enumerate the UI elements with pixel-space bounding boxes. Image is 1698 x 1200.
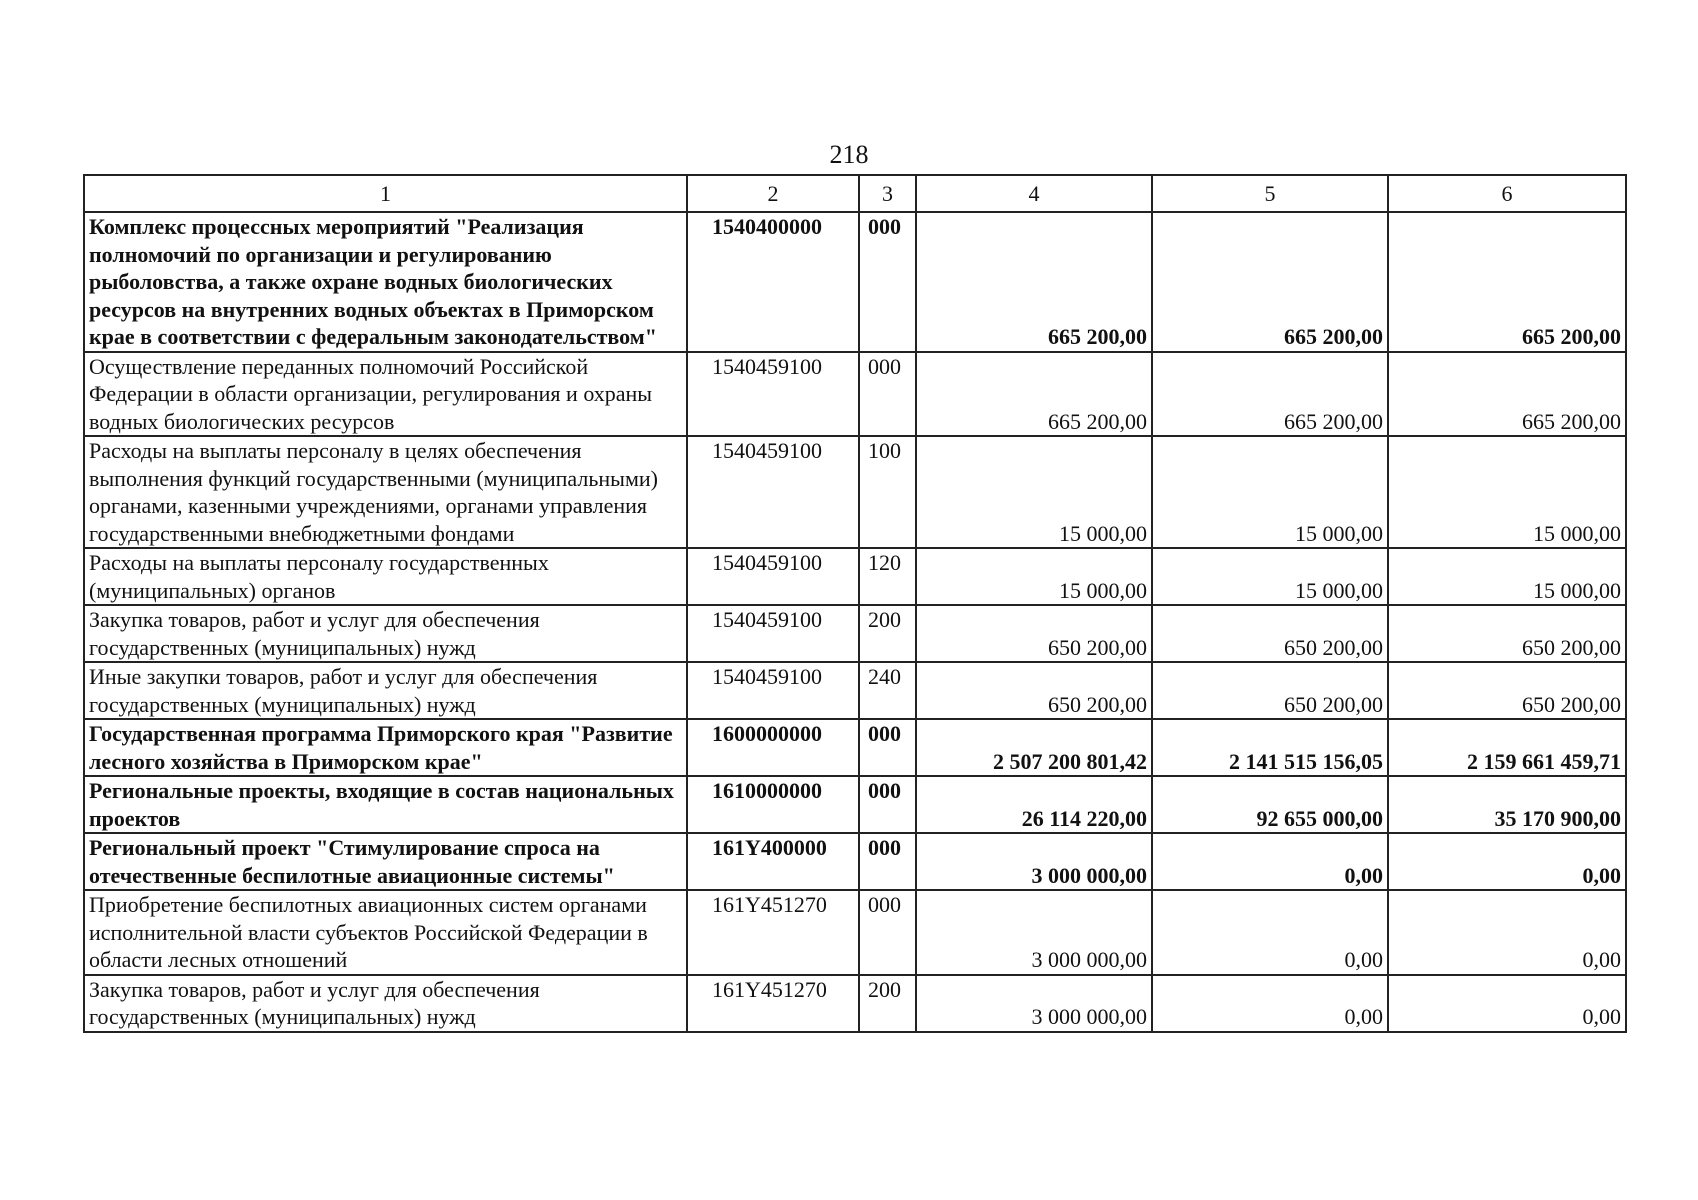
- cell-expense-type: 000: [859, 776, 916, 833]
- cell-name: Приобретение беспилотных авиационных систем органами исполнительной власти субъектов Российской Федерации в области лесных отношений: [84, 890, 687, 975]
- table-row: [84, 776, 1626, 833]
- cell-amount-col5: 650 200,00: [1152, 605, 1388, 662]
- cell-amount-col6: 665 200,00: [1388, 212, 1626, 352]
- cell-name: Закупка товаров, работ и услуг для обеспечения государственных (муниципальных) нужд: [84, 975, 687, 1032]
- cell-expense-type: 000: [859, 833, 916, 890]
- cell-amount-col5: 15 000,00: [1152, 436, 1388, 548]
- cell-name: Региональный проект "Стимулирование спроса на отечественные беспилотные авиационные системы": [84, 833, 687, 890]
- cell-code: 1540459100: [687, 605, 859, 662]
- table-row: [84, 833, 1626, 890]
- table-row: [84, 352, 1626, 437]
- cell-amount-col6: 15 000,00: [1388, 548, 1626, 605]
- cell-code: 1540459100: [687, 548, 859, 605]
- cell-amount-col5: 2 141 515 156,05: [1152, 719, 1388, 776]
- cell-expense-type: 000: [859, 890, 916, 975]
- header-col-4: 4: [916, 175, 1152, 212]
- cell-code: 1610000000: [687, 776, 859, 833]
- cell-amount-col6: 0,00: [1388, 833, 1626, 890]
- page-number: 218: [829, 140, 869, 169]
- header-col-3: 3: [859, 175, 916, 212]
- cell-amount-col4: 3 000 000,00: [916, 833, 1152, 890]
- header-col-2: 2: [687, 175, 859, 212]
- cell-amount-col5: 0,00: [1152, 833, 1388, 890]
- cell-code: 1540459100: [687, 662, 859, 719]
- cell-name: Региональные проекты, входящие в состав национальных проектов: [84, 776, 687, 833]
- cell-amount-col5: 0,00: [1152, 890, 1388, 975]
- cell-amount-col4: 665 200,00: [916, 212, 1152, 352]
- cell-expense-type: 000: [859, 212, 916, 352]
- table-row: [84, 212, 1626, 352]
- cell-name: Осуществление переданных полномочий Российской Федерации в области организации, регулирования и охраны водных биологических ресурсов: [84, 352, 687, 437]
- table-row: [84, 605, 1626, 662]
- cell-amount-col5: 665 200,00: [1152, 212, 1388, 352]
- table-row: [84, 436, 1626, 548]
- cell-amount-col4: 3 000 000,00: [916, 890, 1152, 975]
- cell-code: 1540459100: [687, 436, 859, 548]
- budget-table: [83, 174, 1627, 1033]
- cell-expense-type: 200: [859, 975, 916, 1032]
- cell-amount-col4: 2 507 200 801,42: [916, 719, 1152, 776]
- table-row: [84, 662, 1626, 719]
- cell-amount-col6: 665 200,00: [1388, 352, 1626, 437]
- table-row: [84, 975, 1626, 1032]
- cell-expense-type: 200: [859, 605, 916, 662]
- table-header: [84, 175, 1626, 212]
- cell-name: Расходы на выплаты персоналу в целях обеспечения выполнения функций государственными (муниципальными) органами, казенными учреждениями, органами управления государственными внебюджетными фондами: [84, 436, 687, 548]
- cell-code: 1540459100: [687, 352, 859, 437]
- cell-amount-col4: 15 000,00: [916, 548, 1152, 605]
- table-body: [84, 212, 1626, 1032]
- cell-amount-col6: 15 000,00: [1388, 436, 1626, 548]
- cell-amount-col4: 26 114 220,00: [916, 776, 1152, 833]
- cell-amount-col6: 35 170 900,00: [1388, 776, 1626, 833]
- header-col-1: 1: [84, 175, 687, 212]
- header-col-6: 6: [1388, 175, 1626, 212]
- table-row: [84, 719, 1626, 776]
- cell-code: 1540400000: [687, 212, 859, 352]
- cell-amount-col6: 2 159 661 459,71: [1388, 719, 1626, 776]
- cell-expense-type: 000: [859, 352, 916, 437]
- cell-code: 161Y400000: [687, 833, 859, 890]
- cell-amount-col6: 650 200,00: [1388, 605, 1626, 662]
- cell-amount-col5: 15 000,00: [1152, 548, 1388, 605]
- cell-amount-col5: 650 200,00: [1152, 662, 1388, 719]
- cell-name: Иные закупки товаров, работ и услуг для обеспечения государственных (муниципальных) нужд: [84, 662, 687, 719]
- cell-expense-type: 240: [859, 662, 916, 719]
- cell-name: Комплекс процессных мероприятий "Реализация полномочий по организации и регулированию рыболовства, а также охране водных биологических ресурсов на внутренних водных объектах в Приморском крае в соответствии с федеральным законодательством": [84, 212, 687, 352]
- cell-amount-col5: 92 655 000,00: [1152, 776, 1388, 833]
- header-row: [84, 175, 1626, 212]
- cell-code: 161Y451270: [687, 890, 859, 975]
- cell-amount-col6: 0,00: [1388, 890, 1626, 975]
- cell-expense-type: 100: [859, 436, 916, 548]
- header-col-5: 5: [1152, 175, 1388, 212]
- cell-name: Закупка товаров, работ и услуг для обеспечения государственных (муниципальных) нужд: [84, 605, 687, 662]
- cell-amount-col4: 650 200,00: [916, 662, 1152, 719]
- cell-amount-col4: 665 200,00: [916, 352, 1152, 437]
- cell-amount-col6: 650 200,00: [1388, 662, 1626, 719]
- cell-amount-col4: 3 000 000,00: [916, 975, 1152, 1032]
- cell-code: 1600000000: [687, 719, 859, 776]
- cell-amount-col5: 0,00: [1152, 975, 1388, 1032]
- cell-amount-col6: 0,00: [1388, 975, 1626, 1032]
- cell-expense-type: 120: [859, 548, 916, 605]
- cell-name: Государственная программа Приморского края "Развитие лесного хозяйства в Приморском крае": [84, 719, 687, 776]
- table-row: [84, 548, 1626, 605]
- table-row: [84, 890, 1626, 975]
- cell-name: Расходы на выплаты персоналу государственных (муниципальных) органов: [84, 548, 687, 605]
- cell-code: 161Y451270: [687, 975, 859, 1032]
- cell-expense-type: 000: [859, 719, 916, 776]
- cell-amount-col4: 650 200,00: [916, 605, 1152, 662]
- cell-amount-col5: 665 200,00: [1152, 352, 1388, 437]
- cell-amount-col4: 15 000,00: [916, 436, 1152, 548]
